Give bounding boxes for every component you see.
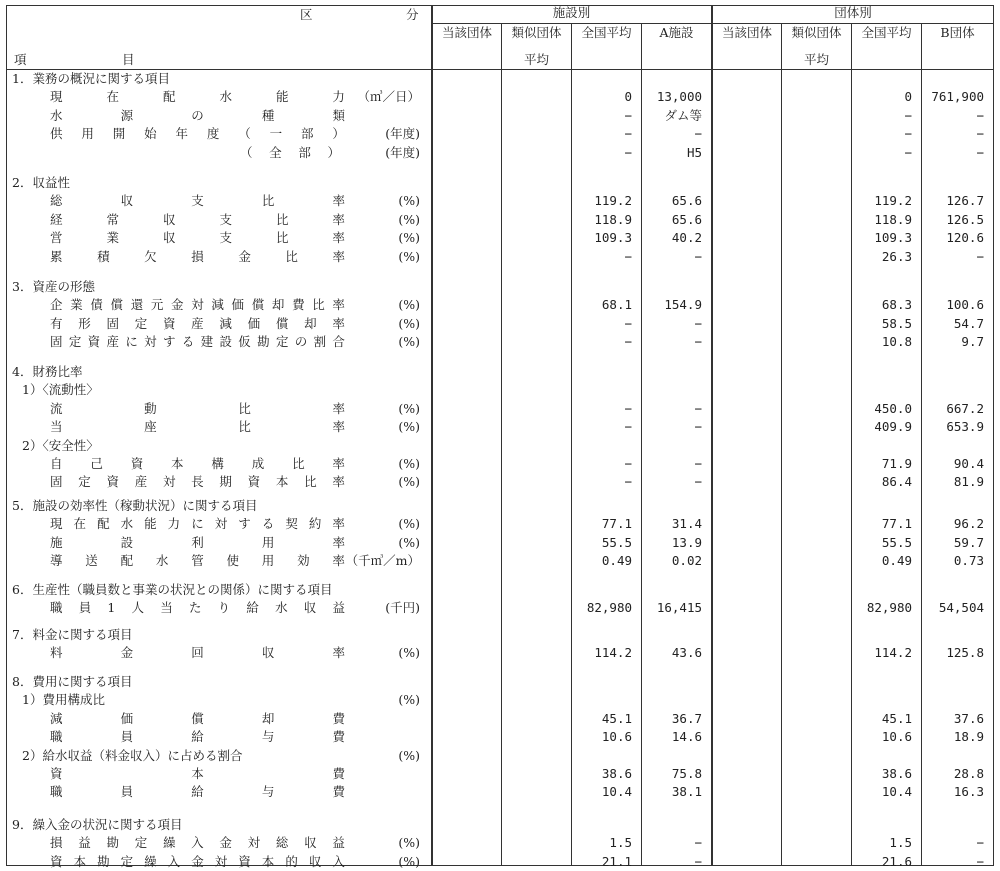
cell-a-facility: − [694,334,702,350]
header-kubun-left: 区 [300,7,313,22]
cell-a-facility: − [694,456,702,471]
col-header-7: 全国平均 [861,25,912,40]
cell-national-avg-facility: 55.5 [601,534,632,550]
col-header-6-sub: 平均 [803,52,829,67]
cell-a-facility: 154.9 [664,297,702,313]
row-label: 減 価 償 却 費 [50,710,345,726]
cell-national-avg-entity: 82,980 [866,600,912,616]
header-koumoku-left: 項 [14,52,27,67]
cell-national-avg-facility: − [624,400,632,416]
cell-a-facility: 65.6 [671,193,702,209]
row-label: 流 動 比 率 [50,400,345,416]
row-label: （ 全 部 ） [240,144,340,160]
cell-national-avg-facility: 68.1 [601,297,632,313]
row-label: 有 形 固 定 資 産 減 価 償 却 率 [50,315,345,331]
row-label: 導 送 配 水 管 使 用 効 率 [50,553,345,569]
cell-national-avg-entity: 0.49 [881,553,912,569]
row-label: 供 用 開 始 年 度 （ 一 部 ） [50,126,345,142]
cell-b-entity: 54,504 [938,600,984,616]
col-header-1: 当該団体 [441,25,492,40]
cell-national-avg-facility: 118.9 [594,211,632,227]
row-label: 固 定 資 産 に 対 す る 建 設 仮 勘 定 の 割 合 [50,334,345,350]
row-unit: (%) [398,692,420,708]
col-header-3: 全国平均 [581,25,632,40]
cell-national-avg-facility: 0.49 [601,553,632,569]
row-unit: (年度) [385,126,420,142]
cell-b-entity: 37.6 [953,710,984,726]
cell-a-facility: − [694,853,702,869]
row-label: 職 員 給 与 費 [50,784,345,800]
cell-national-avg-facility: 45.1 [601,710,632,726]
cell-national-avg-entity: 21.6 [881,853,912,869]
cell-national-avg-facility: − [624,107,632,123]
cell-national-avg-facility: 21.1 [601,853,632,869]
cell-a-facility: 31.4 [671,516,702,532]
row-unit: (年度) [385,144,420,160]
cell-b-entity: 18.9 [953,729,984,745]
row-unit: （㎥／日） [357,89,420,105]
cell-b-entity: − [976,144,984,160]
row-unit: (%) [398,193,420,209]
row-unit: (%) [398,297,420,313]
cell-a-facility: 13.9 [671,534,702,550]
cell-b-entity: 120.6 [946,230,984,246]
section-title: 5．施設の効率性（稼動状況）に関する項目 [12,498,258,513]
cell-b-entity: − [976,853,984,869]
cell-national-avg-entity: 26.3 [881,248,912,264]
cell-national-avg-facility: − [624,456,632,471]
cell-a-facility: − [694,126,702,142]
cell-national-avg-entity: 68.3 [881,297,912,313]
cell-b-entity: 9.7 [961,334,984,350]
cell-b-entity: 16.3 [953,784,984,800]
row-label: 総 収 支 比 率 [50,193,345,209]
cell-national-avg-facility: 1.5 [609,835,632,851]
cell-a-facility: 36.7 [671,710,702,726]
row-unit: (%) [398,400,420,416]
cell-national-avg-entity: 55.5 [881,534,912,550]
cell-national-avg-entity: 119.2 [874,193,912,209]
cell-a-facility: 43.6 [671,645,702,661]
cell-a-facility: 13,000 [656,89,702,105]
subsection-title: 2）給水収益（料金収入）に占める割合 [22,747,243,763]
row-unit: (%) [398,315,420,331]
row-unit: (%) [398,211,420,227]
cell-national-avg-facility: 82,980 [586,600,632,616]
cell-national-avg-facility: 38.6 [601,766,632,781]
col-header-2: 類似団体 [511,25,562,40]
cell-national-avg-entity: 45.1 [881,710,912,726]
header-group-entity: 団体別 [834,5,872,20]
row-unit: (%) [398,474,420,490]
section-title: 2．収益性 [12,175,70,190]
row-label: 営 業 収 支 比 率 [50,230,345,246]
cell-a-facility: − [694,835,702,851]
cell-b-entity: 761,900 [931,89,984,105]
row-unit: (%) [398,645,420,661]
cell-b-entity: 667.2 [946,400,984,416]
cell-national-avg-facility: − [624,315,632,331]
cell-b-entity: 81.9 [953,474,984,490]
cell-b-entity: 125.8 [946,645,984,661]
cell-b-entity: 126.5 [946,211,984,227]
cell-national-avg-entity: 58.5 [881,315,912,331]
cell-national-avg-facility: 10.6 [601,729,632,745]
row-unit: (%) [398,419,420,435]
row-label: 企 業 債 償 還 元 金 対 減 価 償 却 費 比 率 [50,297,345,313]
row-label: 自 己 資 本 構 成 比 率 [50,456,345,471]
row-label: 累 積 欠 損 金 比 率 [50,248,345,264]
cell-b-entity: 28.8 [953,766,984,781]
cell-national-avg-facility: − [624,144,632,160]
col-header-5: 当該団体 [721,25,772,40]
section-title: 8．費用に関する項目 [12,674,133,689]
row-unit: (千円) [385,600,420,616]
cell-national-avg-facility: 0 [624,89,632,105]
cell-national-avg-facility: − [624,126,632,142]
row-unit: (%) [398,248,420,264]
section-title: 1．業務の概況に関する項目 [12,71,170,86]
cell-national-avg-entity: 86.4 [881,474,912,490]
cell-national-avg-entity: 38.6 [881,766,912,781]
subsection-title: 1）費用構成比 [22,692,105,708]
row-unit: (%) [398,853,420,869]
row-unit: (%) [398,534,420,550]
cell-national-avg-entity: − [904,107,912,123]
cell-b-entity: − [976,835,984,851]
cell-a-facility: ダム等 [664,107,702,123]
row-label: 料 金 回 収 率 [50,645,345,661]
section-title: 9．繰入金の状況に関する項目 [12,817,183,832]
row-label: 職 員 給 与 費 [50,729,345,745]
cell-national-avg-facility: − [624,474,632,490]
row-label: 現 在 配 水 能 力 [50,89,345,105]
cell-b-entity: − [976,126,984,142]
cell-b-entity: − [976,248,984,264]
cell-national-avg-facility: − [624,334,632,350]
cell-b-entity: − [976,107,984,123]
row-label: 施 設 利 用 率 [50,534,345,550]
cell-national-avg-entity: 118.9 [874,211,912,227]
row-label: 職 員 1 人 当 た り 給 水 収 益 [50,600,345,616]
row-unit: （千㎥／m） [345,553,420,569]
cell-national-avg-facility: − [624,419,632,435]
cell-b-entity: 96.2 [953,516,984,532]
cell-national-avg-entity: 450.0 [874,400,912,416]
cell-national-avg-facility: 77.1 [601,516,632,532]
header-koumoku-right: 目 [122,52,135,67]
col-header-2-sub: 平均 [523,52,549,67]
cell-national-avg-entity: 1.5 [889,835,912,851]
cell-b-entity: 653.9 [946,419,984,435]
cell-b-entity: 90.4 [953,456,984,471]
col-header-6: 類似団体 [791,25,842,40]
row-unit: (%) [398,456,420,471]
row-unit: (%) [398,747,420,763]
cell-b-entity: 126.7 [946,193,984,209]
cell-a-facility: − [694,474,702,490]
cell-national-avg-entity: 0 [904,89,912,105]
row-label: 水 源 の 種 類 [50,107,345,123]
header-group-facility: 施設別 [552,5,591,20]
row-unit: (%) [398,835,420,851]
row-label: 経 常 収 支 比 率 [50,211,345,227]
cell-a-facility: 40.2 [671,230,702,246]
cell-a-facility: 65.6 [671,211,702,227]
cell-national-avg-entity: 10.4 [881,784,912,800]
cell-a-facility: − [694,400,702,416]
cell-a-facility: 0.02 [671,553,702,569]
cell-national-avg-entity: 114.2 [874,645,912,661]
cell-national-avg-entity: 77.1 [881,516,912,532]
cell-national-avg-entity: 109.3 [874,230,912,246]
subsection-title: 1）〈流動性〉 [22,382,99,398]
cell-b-entity: 59.7 [953,534,984,550]
cell-b-entity: 100.6 [946,297,984,313]
cell-a-facility: 38.1 [671,784,702,800]
cell-national-avg-facility: − [624,248,632,264]
cell-a-facility: − [694,419,702,435]
cell-a-facility: 14.6 [671,729,702,745]
row-label: 資 本 勘 定 繰 入 金 対 資 本 的 収 入 [50,853,345,869]
cell-national-avg-facility: 109.3 [594,230,632,246]
row-label: 固 定 資 産 対 長 期 資 本 比 率 [50,474,345,490]
cell-b-entity: 0.73 [953,553,984,569]
col-header-4: A施設 [659,25,694,40]
row-unit: (%) [398,230,420,246]
cell-a-facility: H5 [686,144,702,160]
cell-a-facility: − [694,315,702,331]
cell-national-avg-entity: 10.6 [881,729,912,745]
cell-national-avg-entity: − [904,144,912,160]
row-unit: (%) [398,516,420,532]
cell-a-facility: 16,415 [656,600,702,616]
row-label: 損 益 勘 定 繰 入 金 対 総 収 益 [50,835,345,851]
cell-a-facility: 75.8 [671,766,702,781]
section-title: 4．財務比率 [12,364,83,379]
cell-a-facility: − [694,248,702,264]
cell-national-avg-facility: 10.4 [601,784,632,800]
cell-national-avg-entity: − [904,126,912,142]
section-title: 6．生産性（職員数と事業の状況との関係）に関する項目 [12,582,333,597]
row-unit: (%) [398,334,420,350]
row-label: 現 在 配 水 能 力 に 対 す る 契 約 率 [50,516,345,532]
col-header-8: B団体 [940,25,975,40]
cell-b-entity: 54.7 [953,315,984,331]
row-label: 資 本 費 [50,766,345,781]
section-title: 7．料金に関する項目 [12,627,133,642]
section-title: 3．資産の形態 [12,279,95,294]
cell-national-avg-entity: 10.8 [881,334,912,350]
subsection-title: 2）〈安全性〉 [22,437,99,453]
header-kubun-right: 分 [406,7,419,22]
cell-national-avg-facility: 119.2 [594,193,632,209]
cell-national-avg-entity: 71.9 [881,456,912,471]
cell-national-avg-facility: 114.2 [594,645,632,661]
row-label: 当 座 比 率 [50,419,345,435]
cell-national-avg-entity: 409.9 [874,419,912,435]
